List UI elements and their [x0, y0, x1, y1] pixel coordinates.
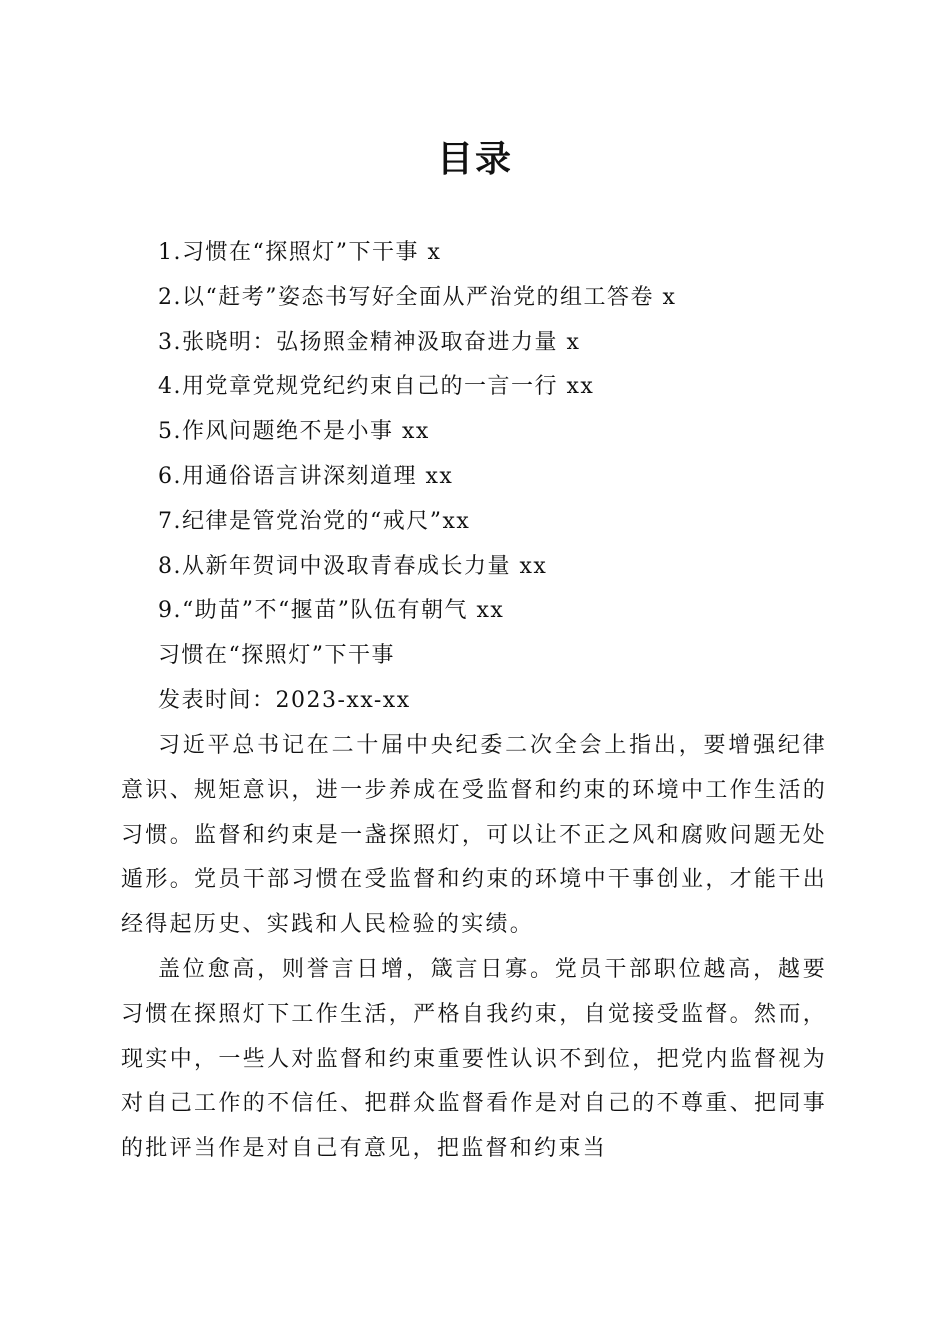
toc-item[interactable]: 9.“助苗”不“揠苗”队伍有朝气 xx	[158, 598, 505, 624]
toc-heading: 目录	[436, 138, 513, 180]
toc-item[interactable]: 3.张晓明：弘扬照金精神汲取奋进力量 x	[158, 329, 581, 355]
toc-item[interactable]: 5.作风问题绝不是小事 xx	[158, 419, 430, 445]
toc-item[interactable]: 2.以“赶考”姿态书写好全面从严治党的组工答卷 x	[158, 284, 677, 310]
toc-item[interactable]: 6.用通俗语言讲深刻道理 xx	[158, 463, 454, 489]
article-title: 习惯在“探照灯”下干事	[158, 643, 395, 668]
article-body	[121, 724, 827, 1172]
publish-date: 发表时间：2023-xx-xx	[158, 688, 411, 713]
body-paragraph: 盖位愈高，则誉言日增，箴言日寡。党员干部职位越高，越要习惯在探照灯下工作生活，严格自我约束，自觉接受监督。然而，现实中，一些人对监督和约束重要性认识不到位，把党内监督视为对自己工作的不信任、把群众监督看作是对自己的不尊重、把同事的批评当作是对自己有意见，把监督和约束当	[121, 956, 827, 1162]
toc-item[interactable]: 7.纪律是管党治党的“戒尺”xx	[158, 508, 471, 534]
toc-item[interactable]: 8.从新年贺词中汲取青春成长力量 xx	[158, 553, 548, 579]
toc-item[interactable]: 4.用党章党规党纪约束自己的一言一行 xx	[158, 374, 595, 400]
table-of-contents	[158, 231, 676, 634]
toc-item[interactable]: 1.习惯在“探照灯”下干事 x	[158, 240, 442, 265]
body-paragraph: 习近平总书记在二十届中央纪委二次全会上指出，要增强纪律意识、规矩意识，进一步养成在受监督和约束的环境中工作生活的习惯。监督和约束是一盏探照灯，可以让不正之风和腐败问题无处遁形。党员干部习惯在受监督和约束的环境中干事创业，才能干出经得起历史、实践和人民检验的实绩。	[121, 733, 827, 938]
